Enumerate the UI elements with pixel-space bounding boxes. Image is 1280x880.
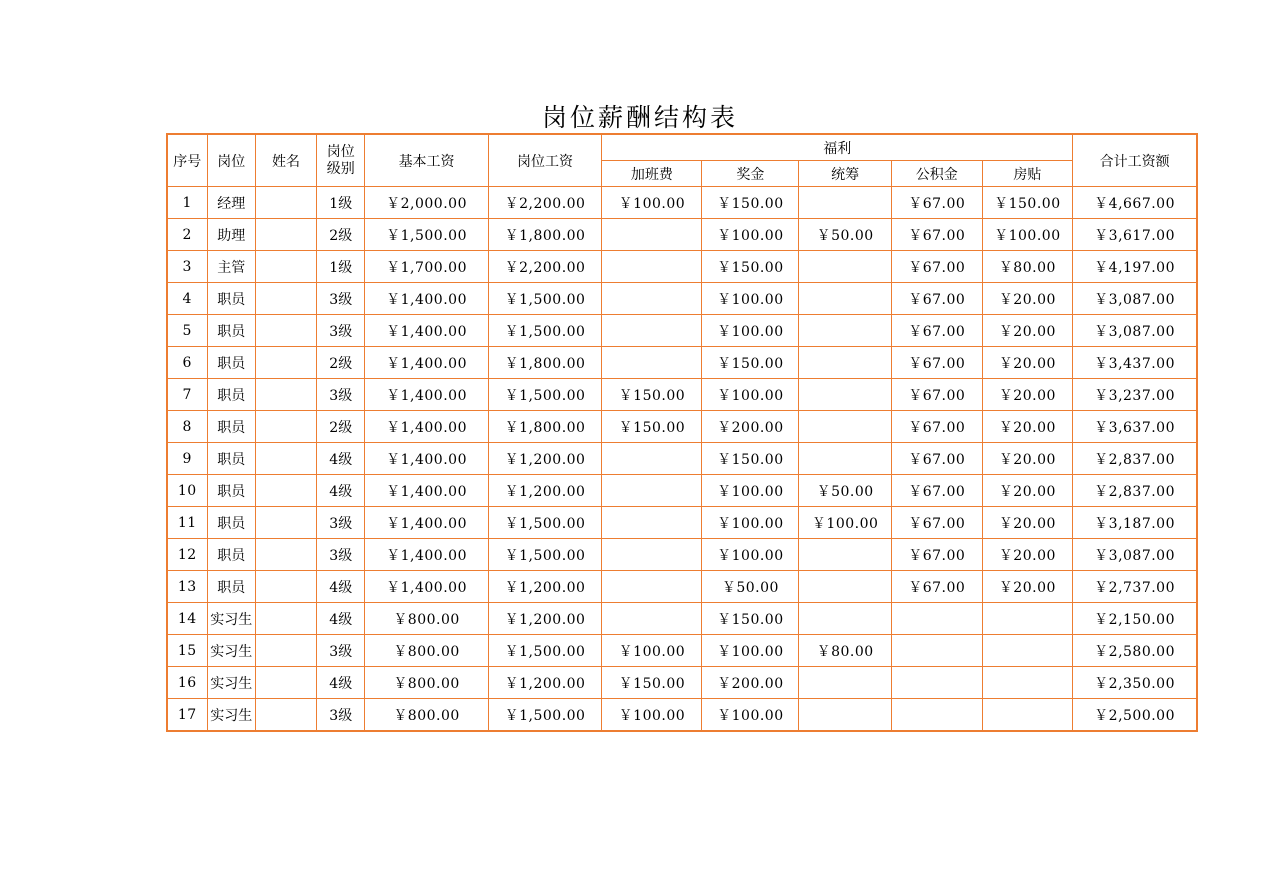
cell-bonus: ￥100.00 [702,635,799,667]
col-header-total: 合计工资额 [1073,134,1197,187]
col-header-post: 岗位 [207,134,255,187]
cell-seq: 14 [167,603,207,635]
cell-level: 3级 [317,283,365,315]
cell-base-salary: ￥1,400.00 [365,475,488,507]
table-row [167,283,1197,315]
cell-housing [982,667,1073,699]
page-title: 岗位薪酬结构表 [541,103,738,132]
cell-base-salary: ￥800.00 [365,635,488,667]
cell-base-salary: ￥1,400.00 [365,347,488,379]
cell-post: 职员 [207,443,255,475]
cell-post: 主管 [207,251,255,283]
table-row [167,635,1197,667]
cell-fund: ￥67.00 [892,187,983,219]
cell-housing: ￥150.00 [982,187,1073,219]
cell-post-salary: ￥1,500.00 [488,699,602,732]
table-row [167,539,1197,571]
cell-post-salary: ￥1,200.00 [488,667,602,699]
cell-total: ￥4,667.00 [1073,187,1197,219]
table-row [167,219,1197,251]
cell-level: 2级 [317,411,365,443]
cell-total: ￥3,087.00 [1073,315,1197,347]
table-row [167,571,1197,603]
cell-bonus: ￥150.00 [702,347,799,379]
cell-base-salary: ￥1,400.00 [365,315,488,347]
cell-housing: ￥80.00 [982,251,1073,283]
cell-level: 3级 [317,635,365,667]
cell-bonus: ￥100.00 [702,379,799,411]
cell-post: 职员 [207,411,255,443]
cell-overtime: ￥100.00 [602,187,702,219]
cell-fund [892,635,983,667]
cell-post-salary: ￥1,800.00 [488,219,602,251]
table-row [167,667,1197,699]
cell-post-salary: ￥1,500.00 [488,539,602,571]
col-header-bonus: 奖金 [702,161,799,187]
cell-pooling: ￥50.00 [799,219,892,251]
col-header-fund: 公积金 [892,161,983,187]
cell-post-salary: ￥2,200.00 [488,187,602,219]
cell-seq: 9 [167,443,207,475]
cell-post: 实习生 [207,667,255,699]
cell-seq: 7 [167,379,207,411]
cell-level: 4级 [317,667,365,699]
cell-housing: ￥20.00 [982,539,1073,571]
cell-name [255,475,316,507]
cell-fund: ￥67.00 [892,571,983,603]
cell-fund: ￥67.00 [892,411,983,443]
cell-seq: 15 [167,635,207,667]
cell-post: 职员 [207,315,255,347]
cell-total: ￥2,500.00 [1073,699,1197,732]
cell-overtime: ￥150.00 [602,379,702,411]
cell-overtime [602,251,702,283]
cell-overtime [602,507,702,539]
cell-fund: ￥67.00 [892,379,983,411]
cell-name [255,507,316,539]
cell-seq: 16 [167,667,207,699]
cell-post-salary: ￥2,200.00 [488,251,602,283]
table-row [167,315,1197,347]
cell-base-salary: ￥1,400.00 [365,443,488,475]
cell-post: 助理 [207,219,255,251]
cell-pooling [799,443,892,475]
cell-post: 职员 [207,475,255,507]
cell-base-salary: ￥1,400.00 [365,411,488,443]
cell-base-salary: ￥1,400.00 [365,507,488,539]
cell-overtime: ￥100.00 [602,699,702,732]
cell-base-salary: ￥800.00 [365,699,488,732]
cell-overtime: ￥150.00 [602,667,702,699]
cell-overtime [602,475,702,507]
cell-name [255,603,316,635]
salary-table-container [166,133,1198,732]
cell-overtime: ￥150.00 [602,411,702,443]
cell-seq: 1 [167,187,207,219]
table-row [167,379,1197,411]
col-header-seq: 序号 [167,134,207,187]
cell-seq: 3 [167,251,207,283]
cell-fund: ￥67.00 [892,443,983,475]
cell-name [255,571,316,603]
table-body [167,187,1197,732]
cell-level: 3级 [317,699,365,732]
cell-base-salary: ￥1,400.00 [365,539,488,571]
col-header-welfare-group: 福利 [602,134,1073,161]
cell-level: 3级 [317,379,365,411]
cell-pooling [799,315,892,347]
cell-post: 实习生 [207,635,255,667]
cell-post-salary: ￥1,800.00 [488,347,602,379]
cell-seq: 17 [167,699,207,732]
cell-overtime [602,347,702,379]
cell-name [255,315,316,347]
cell-housing: ￥100.00 [982,219,1073,251]
cell-housing: ￥20.00 [982,443,1073,475]
cell-post: 职员 [207,283,255,315]
cell-bonus: ￥100.00 [702,219,799,251]
cell-seq: 4 [167,283,207,315]
cell-post-salary: ￥1,500.00 [488,283,602,315]
cell-bonus: ￥200.00 [702,411,799,443]
cell-base-salary: ￥800.00 [365,667,488,699]
cell-post-salary: ￥1,200.00 [488,571,602,603]
cell-post: 实习生 [207,699,255,732]
cell-total: ￥3,437.00 [1073,347,1197,379]
cell-pooling [799,571,892,603]
cell-post: 经理 [207,187,255,219]
cell-pooling: ￥80.00 [799,635,892,667]
cell-level: 4级 [317,475,365,507]
cell-fund: ￥67.00 [892,283,983,315]
table-row [167,507,1197,539]
cell-total: ￥3,087.00 [1073,539,1197,571]
cell-overtime: ￥100.00 [602,635,702,667]
cell-bonus: ￥200.00 [702,667,799,699]
cell-housing: ￥20.00 [982,379,1073,411]
cell-level: 3级 [317,539,365,571]
cell-total: ￥3,087.00 [1073,283,1197,315]
cell-seq: 12 [167,539,207,571]
cell-housing [982,699,1073,732]
cell-seq: 8 [167,411,207,443]
cell-post: 职员 [207,539,255,571]
cell-base-salary: ￥1,500.00 [365,219,488,251]
cell-fund: ￥67.00 [892,315,983,347]
col-header-post-salary: 岗位工资 [488,134,602,187]
cell-level: 2级 [317,347,365,379]
cell-overtime [602,603,702,635]
col-header-name: 姓名 [255,134,316,187]
cell-level: 4级 [317,443,365,475]
header-row-top [167,134,1197,161]
cell-bonus: ￥100.00 [702,315,799,347]
cell-name [255,283,316,315]
cell-housing: ￥20.00 [982,315,1073,347]
cell-post: 职员 [207,507,255,539]
cell-post-salary: ￥1,200.00 [488,475,602,507]
cell-name [255,635,316,667]
cell-fund: ￥67.00 [892,347,983,379]
cell-pooling [799,539,892,571]
cell-seq: 10 [167,475,207,507]
cell-housing: ￥20.00 [982,347,1073,379]
cell-fund: ￥67.00 [892,539,983,571]
table-row [167,475,1197,507]
col-header-housing: 房贴 [982,161,1073,187]
cell-total: ￥2,737.00 [1073,571,1197,603]
cell-base-salary: ￥1,400.00 [365,379,488,411]
cell-fund [892,699,983,732]
cell-pooling [799,187,892,219]
cell-pooling [799,347,892,379]
cell-fund: ￥67.00 [892,219,983,251]
cell-pooling [799,379,892,411]
cell-name [255,187,316,219]
cell-base-salary: ￥2,000.00 [365,187,488,219]
col-header-base-salary: 基本工资 [365,134,488,187]
cell-overtime [602,315,702,347]
table-row [167,603,1197,635]
cell-post-salary: ￥1,800.00 [488,411,602,443]
cell-post: 职员 [207,379,255,411]
cell-post: 职员 [207,571,255,603]
cell-housing: ￥20.00 [982,283,1073,315]
cell-level: 2级 [317,219,365,251]
cell-post: 实习生 [207,603,255,635]
cell-housing: ￥20.00 [982,475,1073,507]
cell-base-salary: ￥1,400.00 [365,283,488,315]
cell-bonus: ￥100.00 [702,507,799,539]
cell-total: ￥2,837.00 [1073,443,1197,475]
cell-name [255,411,316,443]
cell-total: ￥3,637.00 [1073,411,1197,443]
cell-bonus: ￥150.00 [702,603,799,635]
cell-base-salary: ￥1,400.00 [365,571,488,603]
cell-seq: 5 [167,315,207,347]
cell-bonus: ￥100.00 [702,539,799,571]
cell-housing: ￥20.00 [982,411,1073,443]
salary-structure-table [166,133,1198,732]
cell-level: 3级 [317,315,365,347]
cell-fund [892,603,983,635]
cell-pooling [799,667,892,699]
cell-seq: 11 [167,507,207,539]
col-header-level-line1: 岗位 [326,144,355,161]
cell-pooling [799,251,892,283]
cell-total: ￥2,150.00 [1073,603,1197,635]
cell-bonus: ￥100.00 [702,475,799,507]
table-row [167,251,1197,283]
table-header [167,134,1197,187]
cell-bonus: ￥150.00 [702,187,799,219]
cell-bonus: ￥100.00 [702,283,799,315]
cell-total: ￥4,197.00 [1073,251,1197,283]
cell-name [255,379,316,411]
cell-post-salary: ￥1,500.00 [488,315,602,347]
cell-base-salary: ￥1,700.00 [365,251,488,283]
cell-name [255,219,316,251]
cell-seq: 6 [167,347,207,379]
cell-seq: 13 [167,571,207,603]
cell-post-salary: ￥1,500.00 [488,635,602,667]
cell-total: ￥3,237.00 [1073,379,1197,411]
cell-housing [982,635,1073,667]
cell-post-salary: ￥1,500.00 [488,379,602,411]
cell-fund: ￥67.00 [892,475,983,507]
col-header-level [317,134,365,187]
cell-post-salary: ￥1,200.00 [488,443,602,475]
cell-bonus: ￥50.00 [702,571,799,603]
cell-pooling [799,603,892,635]
cell-seq: 2 [167,219,207,251]
table-row [167,411,1197,443]
col-header-level-line2: 级别 [326,160,355,177]
cell-bonus: ￥150.00 [702,251,799,283]
cell-name [255,443,316,475]
cell-housing: ￥20.00 [982,507,1073,539]
cell-overtime [602,219,702,251]
cell-level: 3级 [317,507,365,539]
cell-fund: ￥67.00 [892,507,983,539]
col-header-overtime: 加班费 [602,161,702,187]
cell-name [255,667,316,699]
cell-fund: ￥67.00 [892,251,983,283]
cell-pooling [799,411,892,443]
cell-pooling: ￥50.00 [799,475,892,507]
cell-post-salary: ￥1,200.00 [488,603,602,635]
cell-name [255,699,316,732]
cell-overtime [602,443,702,475]
table-row [167,187,1197,219]
cell-post-salary: ￥1,500.00 [488,507,602,539]
table-row [167,347,1197,379]
cell-housing [982,603,1073,635]
cell-overtime [602,283,702,315]
cell-post: 职员 [207,347,255,379]
cell-pooling: ￥100.00 [799,507,892,539]
cell-level: 1级 [317,251,365,283]
cell-total: ￥2,580.00 [1073,635,1197,667]
cell-total: ￥3,187.00 [1073,507,1197,539]
col-header-pooling: 统筹 [799,161,892,187]
cell-fund [892,667,983,699]
table-row [167,699,1197,732]
cell-overtime [602,539,702,571]
cell-overtime [602,571,702,603]
cell-housing: ￥20.00 [982,571,1073,603]
cell-name [255,539,316,571]
cell-level: 4级 [317,571,365,603]
cell-base-salary: ￥800.00 [365,603,488,635]
cell-name [255,347,316,379]
cell-name [255,251,316,283]
cell-total: ￥2,837.00 [1073,475,1197,507]
cell-total: ￥3,617.00 [1073,219,1197,251]
cell-level: 4级 [317,603,365,635]
cell-bonus: ￥100.00 [702,699,799,732]
cell-pooling [799,283,892,315]
cell-pooling [799,699,892,732]
cell-level: 1级 [317,187,365,219]
cell-total: ￥2,350.00 [1073,667,1197,699]
cell-bonus: ￥150.00 [702,443,799,475]
table-row [167,443,1197,475]
